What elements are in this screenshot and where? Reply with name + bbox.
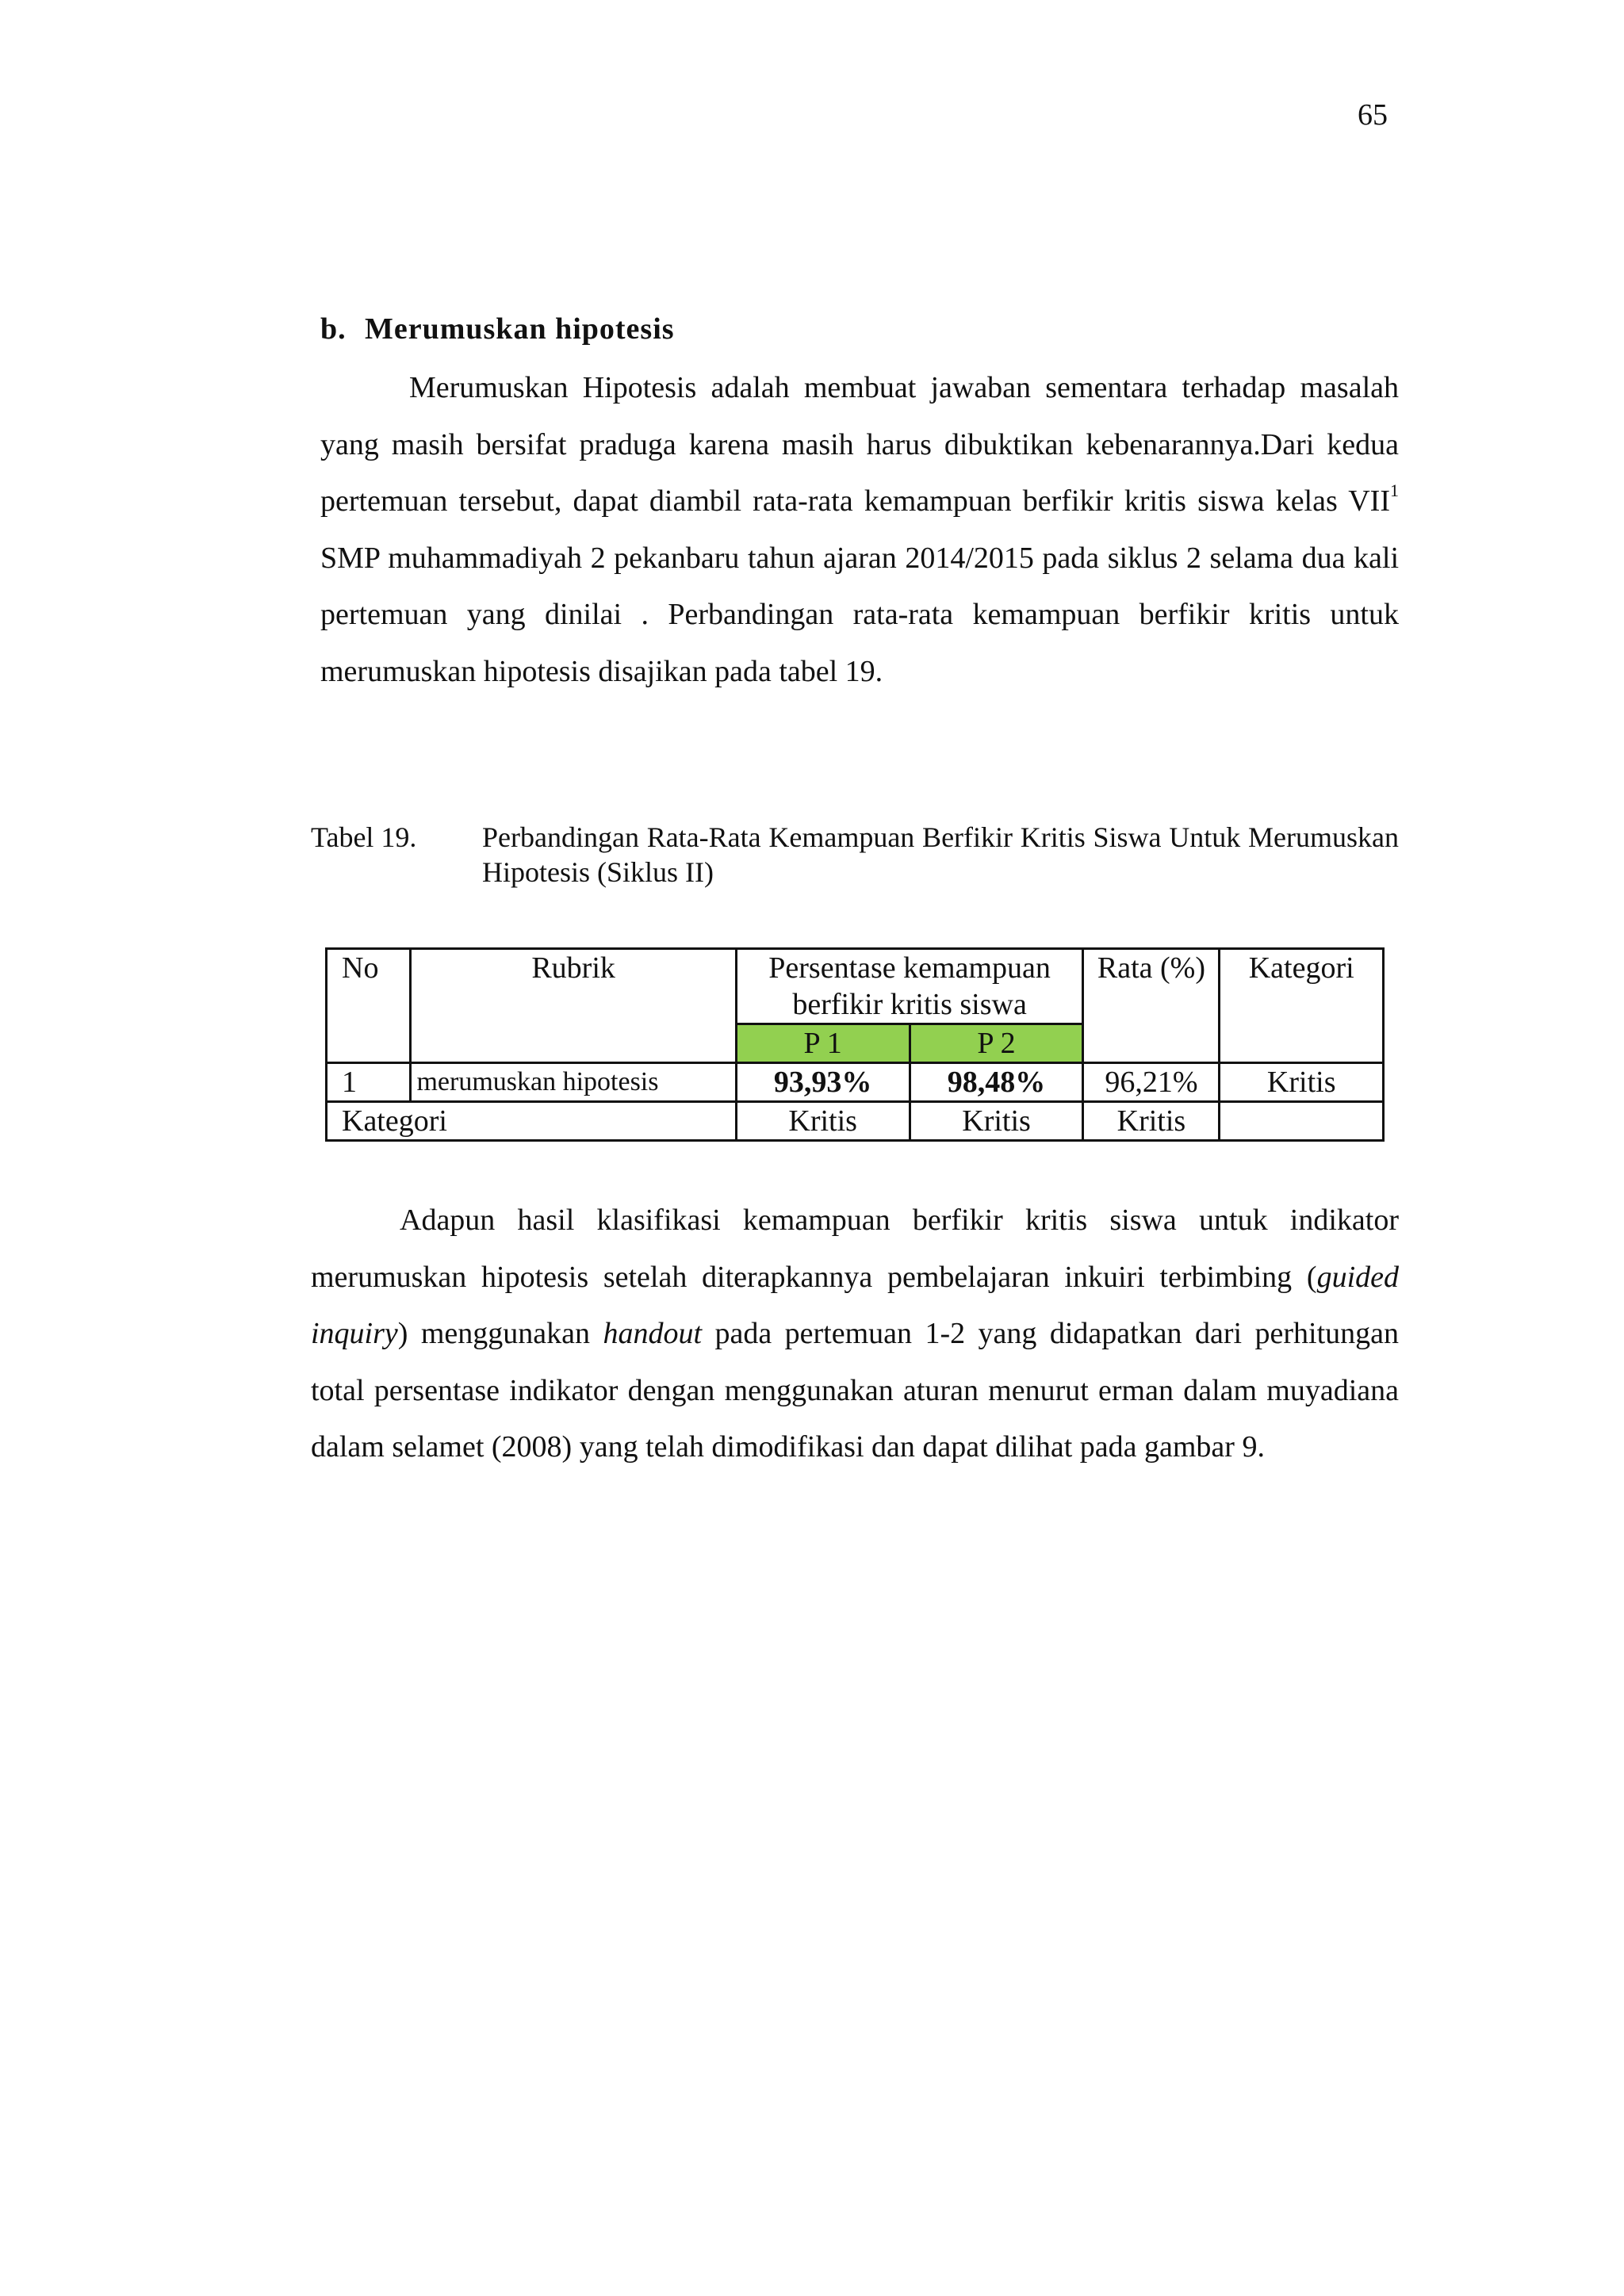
paragraph1-text-b: SMP muhammadiyah 2 pekanbaru tahun ajaran 2014/2015 pada siklus 2 selama dua kali pertemuan yang dinilai . Perbandingan rata-rata kemampuan berfikir kritis untuk merumuskan hipotesis disajikan pada tabel 19. — [320, 541, 1399, 688]
cell-p1-kategori: Kritis — [736, 1102, 910, 1141]
table-caption-label: Tabel 19. — [311, 821, 417, 853]
cell-kategori-value: Kritis — [1220, 1063, 1384, 1102]
paragraph-classification — [311, 1192, 1399, 1476]
section-heading — [320, 309, 675, 349]
italic-guided-inquiry: guided inquiry — [311, 1260, 1399, 1350]
cell-p1-value: 93,93% — [736, 1063, 910, 1102]
paragraph2-text-b: ) menggunakan — [397, 1317, 603, 1350]
header-persentase: Persentase kemampuan berfikir kritis siswa — [736, 949, 1083, 1024]
cell-rata-value: 96,21% — [1083, 1063, 1220, 1102]
italic-handout: handout — [603, 1317, 703, 1350]
table-row-kategori — [327, 1102, 1384, 1141]
cell-no: 1 — [327, 1063, 411, 1102]
header-kategori: Kategori — [1220, 949, 1384, 1063]
paragraph1-text-a: Merumuskan Hipotesis adalah membuat jawaban sementara terhadap masalah yang masih bersifat praduga karena masih harus dibuktikan kebenarannya.Dari kedua pertemuan tersebut, dapat diambil rata-rata kemampuan berfikir kritis siswa kelas VII — [320, 371, 1399, 518]
paragraph2-text-c: pada pertemuan 1-2 yang didapatkan dari perhitungan total persentase indikator dengan menggunakan aturan menurut erman dalam muyadiana dalam selamet (2008) yang telah dimodifikasi dan dapat dilihat pada gambar 9. — [311, 1317, 1399, 1464]
table-row — [327, 1063, 1384, 1102]
cell-rata-kategori: Kritis — [1083, 1102, 1220, 1141]
paragraph2-text-a: Adapun hasil klasifikasi kemampuan berfikir kritis siswa untuk indikator merumuskan hipotesis setelah diterapkannya pembelajaran inkuiri terbimbing ( — [311, 1203, 1399, 1294]
table-header-row — [327, 949, 1384, 1024]
header-p2: P 2 — [910, 1024, 1083, 1063]
cell-p2-kategori: Kritis — [910, 1102, 1083, 1141]
header-rata: Rata (%) — [1083, 949, 1220, 1063]
header-no: No — [327, 949, 411, 1063]
heading-letter: b. — [320, 312, 347, 346]
cell-p2-value: 98,48% — [910, 1063, 1083, 1102]
cell-kategori-label: Kategori — [327, 1102, 737, 1141]
class-superscript: 1 — [1390, 480, 1399, 500]
header-rubrik: Rubrik — [411, 949, 736, 1063]
cell-empty — [1220, 1102, 1384, 1141]
cell-rubrik: merumuskan hipotesis — [411, 1063, 736, 1102]
header-p1: P 1 — [736, 1024, 910, 1063]
heading-title: Merumuskan hipotesis — [365, 312, 675, 346]
paragraph-hypothesis-intro — [320, 360, 1399, 700]
comparison-table — [325, 947, 1385, 1142]
table-caption-text: Perbandingan Rata-Rata Kemampuan Berfikir Kritis Siswa Untuk Merumuskan Hipotesis (Siklus II) — [482, 821, 1399, 888]
page-number: 65 — [1358, 98, 1388, 132]
